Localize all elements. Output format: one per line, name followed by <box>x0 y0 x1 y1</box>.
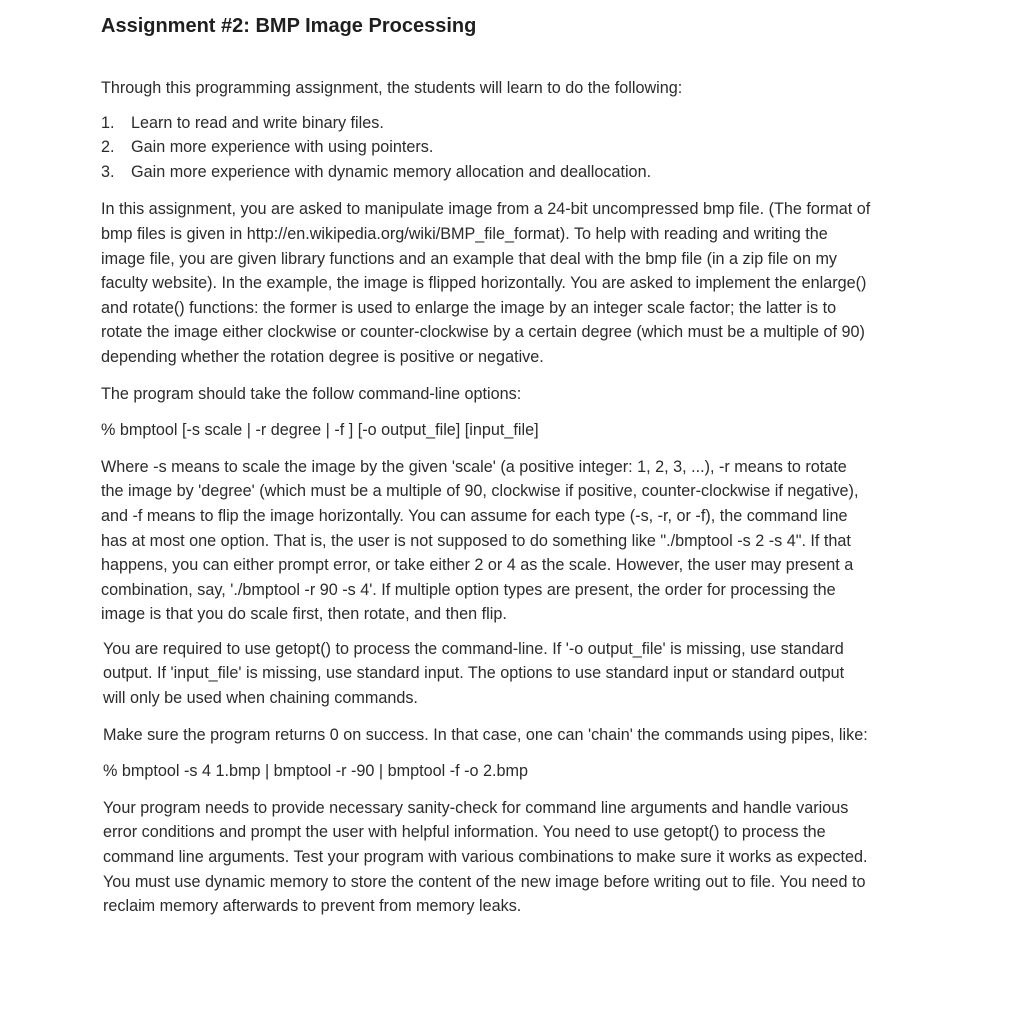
assignment-body <box>101 76 871 919</box>
list-item <box>101 160 871 185</box>
list-text: Gain more experience with dynamic memory allocation and deallocation. <box>131 162 652 181</box>
list-text: Learn to read and write binary files. <box>131 113 384 132</box>
options-detail-paragraph: Where -s means to scale the image by the given 'scale' (a positive integer: 1, 2, 3, ...), -r means to rotate the image by 'degree' (which must be a multiple of 90, clockwise if positive, counter-clockwise if negative), and -f means to flip the image horizontally. You can assume for each type (-s, -r, or -f), the command line has at most one option. That is, the user is not supposed to do something like "./bmptool -s 2 -s 4". If that happens, you can either prompt error, or take either 2 or 4 as the scale. However, the user may present a combination, say, './bmptool -r 90 -s 4'. If multiple option types are present, the order for processing the image is that you do scale first, then rotate, and then flip. <box>101 457 859 624</box>
list-number: 1. <box>101 113 115 132</box>
list-number: 3. <box>101 162 115 181</box>
options-intro-paragraph: The program should take the follow command-line options: <box>101 384 522 403</box>
returns-paragraph: Make sure the program returns 0 on success. In that case, one can 'chain' the commands using pipes, like: <box>103 725 868 744</box>
intro-paragraph: Through this programming assignment, the students will learn to do the following: <box>101 79 683 97</box>
getopt-paragraph: You are required to use getopt() to process the command-line. If '-o output_file' is missing, use standard output. If 'input_file' is missing, use standard input. The options to use standard input or standard output will only be used when chaining commands. <box>103 639 845 708</box>
pipe-example-line: % bmptool -s 4 1.bmp | bmptool -r -90 | bmptool -f -o 2.bmp <box>103 762 528 781</box>
list-text: Gain more experience with using pointers. <box>131 138 434 157</box>
learning-goals-list <box>101 111 871 185</box>
description-paragraph: In this assignment, you are asked to manipulate image from a 24-bit uncompressed bmp file. (The format of bmp files is given in http://en.wikipedia.org/wiki/BMP_file_format). To help with reading and writing the image file, you are given library functions and an example that deal with the bmp file (in a zip file on my faculty website). In the example, the image is flipped horizontally. You are asked to implement the enlarge() and rotate() functions: the former is used to enlarge the image by an integer scale factor; the latter is to rotate the image either clockwise or counter-clockwise by a certain degree (which must be a multiple of 90) depending whether the rotation degree is positive or negative. <box>101 200 871 366</box>
list-item <box>101 111 871 136</box>
list-item <box>101 135 871 160</box>
usage-line: % bmptool [-s scale | -r degree | -f ] [-o output_file] [input_file] <box>101 421 539 440</box>
requirements-paragraph: Your program needs to provide necessary sanity-check for command line arguments and handle various error conditions and prompt the user with helpful information. You need to use getopt() to process the command line arguments. Test your program with various combinations to make sure it works as expected. You must use dynamic memory to store the content of the new image before writing out to file. You need to reclaim memory afterwards to prevent from memory leaks. <box>103 798 868 916</box>
assignment-title: Assignment #2: BMP Image Processing <box>101 15 477 37</box>
list-number: 2. <box>101 138 115 157</box>
